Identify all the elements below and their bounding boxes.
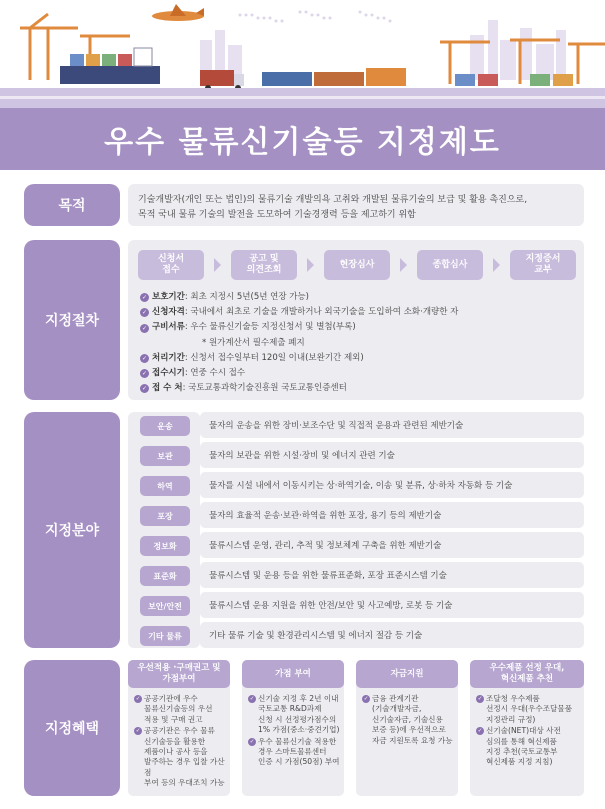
benefit-column [470,660,584,796]
check-circle-icon: ✓ [135,728,141,735]
procedure-section [24,240,584,400]
benefit-item [248,694,340,736]
field-text: 물류시스템 운용 지원을 위한 안전/보안 및 사고예방, 로봇 등 기술 [200,592,584,618]
field-tag: 하역 [140,476,190,496]
field-tag: 보관 [140,446,190,466]
step-line: 신청서 [157,254,185,264]
item-key: 신청자격 [152,307,185,318]
benefit-heading: 가점 부여 [242,660,344,688]
field-row [128,502,584,528]
benefit-line: 신기술등을 활용한 [144,736,206,746]
benefit-heading: 자금지원 [356,660,458,688]
benefit-column [242,660,344,796]
step-field-review: 현장심사 [324,250,390,280]
purpose-text [128,184,584,232]
step-line: 의견조회 [246,265,282,275]
benefit-line: 지정관리 규정) [486,714,536,724]
heading-line: 우선적용 ·구매권고 및 [137,663,221,673]
benefit-line: 지정 추천(국토교통부 [486,747,558,757]
benefits-section [24,660,584,796]
arrow-right-icon [400,258,407,272]
field-tag: 기타 물류 [140,626,190,646]
field-tag: 포장 [140,506,190,526]
benefits-label: 지정혜택 [24,660,120,796]
procedure-item [140,305,576,320]
field-tag: 보안/안전 [140,596,190,616]
benefit-line: 신기술자금, 기술신용 [372,714,443,724]
field-row [128,562,584,588]
container-ship [60,48,160,84]
logistics-scene-illustration [0,0,605,108]
field-row [128,622,584,648]
benefit-item [476,694,580,725]
field-text: 물자의 운송을 위한 장비·보조수단 및 직접적 운용과 관련된 제반기술 [200,412,584,438]
check-circle-icon: ✓ [249,696,255,702]
procedure-item [140,381,576,396]
check-circle-icon: ✓ [363,696,369,702]
benefit-list [248,694,340,769]
benefit-line: 부여 등의 우대조치 가능 [144,778,225,788]
benefit-line: 물류신기술등의 우선 [144,704,213,714]
item-value: : 신청서 접수일부터 120일 이내(보완기간 제외) [184,352,364,363]
heading-line: 혁신제품 추천 [500,674,554,684]
benefit-line: 1% 가점(중소·중견기업) [258,725,340,735]
step-line: 접수 [162,265,180,275]
benefit-heading [128,660,230,688]
benefit-heading [470,660,584,688]
field-text: 기타 물류 기술 및 환경관리시스템 및 에너지 절감 등 기술 [200,622,584,648]
benefit-list [362,694,454,747]
procedure-label: 지정절차 [24,240,120,400]
benefit-line: 국토교통 R&D과제 [258,704,322,714]
benefit-item [134,726,226,788]
purpose-line: 목적 국내 물류 기술의 발전을 도모하여 기술경쟁력 등을 제고하기 위함 [138,210,416,220]
fields-label: 지정분야 [24,412,120,648]
procedure-body [128,240,584,400]
benefit-item [476,726,580,768]
benefit-column [128,660,230,796]
benefit-line: 공공기관은 우수 물류 [144,726,215,736]
benefit-line: 혁신제품 지정 지침) [486,757,553,767]
check-circle-icon: ✓ [141,370,148,378]
item-value: : 국토교통과학기술진흥원 국토교통인증센터 [182,383,347,394]
benefit-item [248,737,340,768]
purpose-line: 기술개발자(개인 또는 법인)의 물류기술 개발의욕 고취와 개발된 물류기술의 보급 및 활용 촉진으로, [138,195,528,205]
step-line: 공고 및 [249,254,279,264]
field-row [128,412,584,438]
train-icon [262,68,406,86]
purpose-body [128,184,584,226]
title-banner [0,108,605,170]
benefit-line: 인증 시 가점(50점) 부여 [258,757,340,767]
item-value: : 최초 지정시 5년(5년 연장 가능) [184,292,310,302]
check-circle-icon: ✓ [141,294,148,302]
step-line: 지정증서 [525,254,561,264]
procedure-item [140,320,576,335]
benefit-line: 신기술 지정 후 2년 이내 [258,694,339,703]
check-circle-icon: ✓ [135,696,141,702]
step-line: 교부 [534,265,552,275]
benefit-line: 제품이나 공사 등을 [144,747,208,757]
arrow-right-icon [307,258,314,272]
field-tag: 정보화 [140,536,190,556]
item-key: 접수시기 [152,368,185,379]
field-row [128,592,584,618]
field-tag: 표준화 [140,566,190,586]
benefit-line: 자금 지원토록 요청 가능 [372,735,453,745]
benefit-line: 보증 등)에 우선적으로 [372,725,446,735]
benefit-line: 적용 및 구매 권고 [144,714,203,724]
check-circle-icon: ✓ [477,728,483,735]
benefit-item [134,694,226,725]
arrow-right-icon [214,258,221,272]
procedure-item [140,366,576,381]
airplane-icon [152,4,204,21]
item-value: : 우수 물류신기술등 지정신청서 및 별첨(부록) [184,322,356,333]
field-row [128,442,584,468]
field-text: 물자의 효율적 운송·보관·하역을 위한 포장, 용기 등의 제반기술 [200,502,584,528]
procedure-details [140,290,576,396]
fields-section [24,412,584,648]
step-overall-review: 종합심사 [417,250,483,280]
benefit-line: 신기술(NET)대상 사전 [486,726,561,736]
benefit-item [362,694,454,746]
item-key: 보호기간 [152,292,185,302]
benefit-line: 조달청 우수제품 [486,694,540,703]
step-application [138,250,204,280]
procedure-steps [138,250,576,280]
field-row [128,472,584,498]
benefit-line: 심의를 통해 혁신제품 [486,736,557,746]
field-text: 물류시스템 운영, 관리, 추적 및 정보체계 구축을 위한 제반기술 [200,532,584,558]
check-circle-icon: ✓ [477,696,483,702]
field-text: 물자의 보관을 위한 시설·장비 및 에너지 관련 기술 [200,442,584,468]
procedure-item [140,351,576,366]
road-line [0,96,605,99]
check-circle-icon: ✓ [249,738,255,745]
check-circle-icon: ✓ [141,309,148,317]
item-key: 구비서류 [152,322,185,333]
benefit-line: 발주하는 경우 입찰 가산점 [144,757,225,777]
benefit-line: 신청 시 선정평가점수의 [258,714,337,724]
procedure-item [140,290,576,305]
benefit-line: 경우 스마트물류센터 [258,747,327,757]
field-tag: 운송 [140,416,190,436]
world-map-dots [239,11,392,23]
benefit-line: 우수 물류신기술 적용한 [258,736,337,746]
benefit-column [356,660,458,796]
check-circle-icon: ✓ [141,354,148,362]
item-value: : 연중 수시 접수 [184,368,246,379]
benefit-line: (기술개발자금, [372,704,422,714]
benefit-line: 금융 관계기관 [372,694,419,703]
purpose-section [24,184,584,226]
page-title: 우수 물류신기술등 지정제도 [104,125,501,160]
item-value: : 국내에서 최초로 기술을 개발하거나 외국기술을 도입하여 소화·개량한 자 [184,307,459,318]
field-text: 물자를 시설 내에서 이동시키는 상·하역기술, 이송 및 분류, 상·하차 자동화 등 기술 [200,472,584,498]
heading-line: 가점부여 [162,674,196,684]
benefit-list [134,694,226,790]
header-illustration [0,0,605,108]
step-certificate [510,250,576,280]
step-notice [231,250,297,280]
purpose-label: 목적 [24,184,120,226]
heading-line: 우수제품 선정 우대, [489,663,565,673]
item-key: 접 수 처 [152,383,183,394]
check-circle-icon: ✓ [141,385,148,393]
item-key: 처리기간 [152,352,185,363]
benefit-line: 공공기관에 우수 [144,694,198,703]
field-text: 물류시스템 및 운용 등을 위한 물류표준화, 포장 표준시스템 기술 [200,562,584,588]
procedure-note: * 원가계산서 필수제출 폐지 [202,337,305,348]
benefit-list [476,694,580,769]
field-row [128,532,584,558]
benefit-line: 선정시 우대(우수조달물품 [486,704,573,714]
check-circle-icon: ✓ [141,324,148,332]
arrow-right-icon [493,258,500,272]
